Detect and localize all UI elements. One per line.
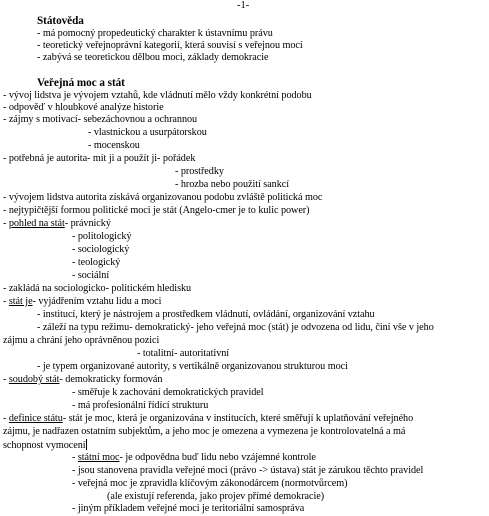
text-line: - institucí, který je nástrojem a prostředkem vládnutí, ovládání, organizování vztahu	[37, 309, 375, 320]
text-line: - vlastnickou a usurpátorskou	[88, 127, 207, 138]
text-line: - prostředky	[175, 166, 224, 177]
underlined-term: stát je	[8, 296, 33, 307]
text-rest: schopnost vymocení	[3, 440, 86, 451]
page-number: -1-	[237, 0, 250, 11]
text-line	[3, 439, 87, 452]
text-line: - vývojem lidstva autorita získává organizovanou podobu zvláště politická moc	[3, 192, 323, 203]
text-line: - má profesionální řídící strukturu	[72, 400, 209, 411]
text-line: - směřuje k zachování demokratických pravidel	[72, 387, 264, 398]
text-line: - jsou stanovena pravidla veřejné moci (právo -> ústava) stát je zárukou těchto pravidel	[72, 465, 424, 476]
text-line: - jiným příkladem veřejné moci je teritoriální samospráva	[72, 503, 305, 514]
text-line: - vývoj lidstva je vývojem vztahů, kde vládnutí mělo vždy konkrétní podobu	[3, 90, 312, 101]
bullet-dash: -	[3, 296, 9, 307]
underlined-term: definice státu	[8, 413, 63, 424]
list-item: - teoretický veřejnoprávní kategorií, která souvisí s veřejnou mocí	[37, 40, 303, 51]
bullet-dash: -	[3, 374, 9, 385]
underlined-term: pohled na stát	[8, 218, 65, 229]
text-line	[3, 374, 162, 386]
text-line: zájmu, je nadřazen ostatním subjektům, a jeho moc je omezena a vymezena je kontrolovatelná a má	[3, 426, 406, 437]
text-rest: - vyjádřením vztahu lidu a moci	[32, 296, 162, 307]
section-heading-verejna-moc: Veřejná moc a stát	[37, 77, 125, 89]
text-line	[3, 218, 111, 230]
bullet-dash: -	[3, 413, 9, 424]
text-line	[3, 413, 413, 425]
section-heading-statoveda: Státověda	[37, 15, 84, 27]
text-line: - zakládá na sociologicko- politickém hledisku	[3, 283, 192, 294]
text-line: zájmu a chrání jeho oprávněnou pozici	[3, 335, 160, 346]
underlined-term: státní moc	[77, 452, 120, 463]
text-line: - mocenskou	[88, 140, 140, 151]
bullet-dash: -	[72, 452, 78, 463]
text-line: - veřejná moc je zpravidla klíčovým zákonodárcem (normotvůrcem)	[72, 478, 348, 489]
text-line: - záleží na typu režimu- demokratický- jeho veřejná moc (stát) je odvozena od lidu, činí vše v jeho	[37, 322, 434, 333]
text-line: - totalitní- autoritativní	[137, 348, 230, 359]
text-cursor	[86, 439, 87, 450]
bullet-dash: -	[3, 218, 9, 229]
underlined-term: soudobý stát	[8, 374, 60, 385]
text-line: - je typem organizované autority, s vertikálně organizovanou strukturou moci	[37, 361, 348, 372]
text-line: (ale existují referenda, jako projev přímé demokracie)	[107, 491, 325, 502]
text-line	[72, 452, 316, 464]
text-line	[3, 296, 161, 308]
text-line: - teologický	[72, 257, 121, 268]
text-rest: - demokraticky formován	[59, 374, 163, 385]
text-rest: - stát je moc, která je organizována v institucích, které směřují k uplatňování veřejného	[62, 413, 414, 424]
text-line: - zájmy s motivací- sebezáchovnou a ochrannou	[3, 114, 198, 125]
text-line: - sociální	[72, 270, 110, 281]
list-item: - má pomocný propedeutický charakter k ústavnímu právu	[37, 28, 273, 39]
text-rest: - právnický	[64, 218, 111, 229]
text-line: - odpověď v hloubkové analýze historie	[3, 102, 164, 113]
list-item: - zabývá se teoretickou dělbou moci, základy demokracie	[37, 52, 269, 63]
text-line: - politologický	[72, 231, 132, 242]
text-line: - sociologický	[72, 244, 130, 255]
text-line: - potřebná je autorita- mít ji a použít ji- pořádek	[3, 153, 196, 164]
text-rest: - je odpovědna buď lidu nebo vzájemné kontrole	[119, 452, 316, 463]
text-line: - hrozba nebo použití sankcí	[175, 179, 290, 190]
text-line: - nejtypičtější formou politické moci je stát (Angelo-cmer je to kulic power)	[3, 205, 310, 216]
